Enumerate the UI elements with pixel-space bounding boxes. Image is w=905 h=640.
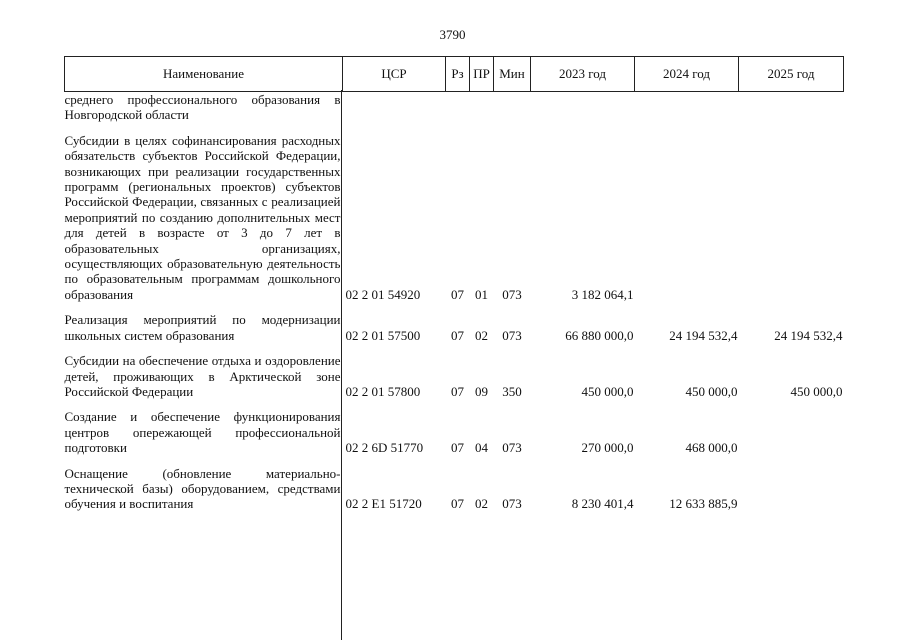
row-2023: 3 182 064,1 <box>571 286 634 302</box>
table-row <box>65 92 844 123</box>
table-row <box>65 312 844 343</box>
row-2024: 468 000,0 <box>685 440 738 456</box>
row-name: Создание и обеспечение функционирования центров опережающей профессиональной подготовки <box>64 409 341 456</box>
row-2024: 12 633 885,9 <box>669 496 738 512</box>
row-2025: 24 194 532,4 <box>774 327 843 343</box>
table-body <box>65 92 844 512</box>
row-name: Субсидии в целях софинансирования расходных обязательств субъектов Российской Федерации, возникающих при реализации государственных программ (региональных проектов) субъектов Российской Федерации, связанных с реализацией мероприятий по созданию дополнительных мест для детей в возрасте от 3 до 7 лет в образовательных организациях, осуществляющих образовательную деятельность по образовательным программам дошкольного образования <box>64 132 341 302</box>
row-min: 350 <box>502 383 522 399</box>
header-csr: ЦСР <box>343 57 446 92</box>
row-pr <box>470 92 494 123</box>
row-name: Субсидии на обеспечение отдыха и оздоровление детей, проживающих в Арктической зоне Российской Федерации <box>64 353 341 399</box>
row-gap <box>65 123 844 133</box>
row-csr: 02 2 01 54920 <box>345 286 421 302</box>
page-number: 3790 <box>439 27 466 42</box>
table-row <box>65 353 844 399</box>
row-min: 073 <box>502 327 522 343</box>
row-pr: 02 <box>475 496 488 512</box>
row-2025 <box>739 466 844 512</box>
header-row <box>65 57 844 92</box>
row-min: 073 <box>502 496 522 512</box>
row-csr: 02 2 6D 51770 <box>345 440 424 456</box>
row-min: 073 <box>502 286 522 302</box>
header-rz: Рз <box>446 57 470 92</box>
row-2025 <box>739 92 844 123</box>
header-2023: 2023 год <box>531 57 635 92</box>
row-name: Реализация мероприятий по модернизации школьных систем образования <box>64 312 341 343</box>
row-2024: 450 000,0 <box>685 383 738 399</box>
row-rz: 07 <box>451 286 464 302</box>
row-rz <box>446 92 470 123</box>
row-rz: 07 <box>451 496 464 512</box>
row-csr: 02 2 01 57800 <box>345 383 421 399</box>
row-pr: 02 <box>475 327 488 343</box>
row-2023: 450 000,0 <box>581 383 634 399</box>
header-name: Наименование <box>65 57 343 92</box>
row-2024 <box>635 133 739 302</box>
row-pr: 09 <box>475 383 488 399</box>
row-rz: 07 <box>451 383 464 399</box>
table-header <box>65 57 844 92</box>
row-pr: 04 <box>475 440 488 456</box>
row-2023 <box>531 92 635 123</box>
row-pr: 01 <box>475 286 488 302</box>
row-csr: 02 2 01 57500 <box>345 327 421 343</box>
row-2023: 8 230 401,4 <box>571 496 634 512</box>
row-gap <box>65 302 844 312</box>
row-min <box>494 92 531 123</box>
row-name: Оснащение (обновление материально-технической базы) оборудованием, средствами обучения и воспитания <box>64 465 341 512</box>
row-2025: 450 000,0 <box>790 383 843 399</box>
row-name: среднего профессионального образования в Новгородской области <box>64 92 341 123</box>
row-rz: 07 <box>451 327 464 343</box>
row-2025 <box>739 409 844 455</box>
table-row <box>65 133 844 302</box>
budget-table <box>64 56 844 512</box>
table-row <box>65 409 844 455</box>
header-2025: 2025 год <box>739 57 844 92</box>
row-2025 <box>739 133 844 302</box>
row-rz: 07 <box>451 440 464 456</box>
row-gap <box>65 343 844 353</box>
row-2024: 24 194 532,4 <box>669 327 738 343</box>
row-gap <box>65 399 844 409</box>
row-2023: 270 000,0 <box>581 440 634 456</box>
row-gap <box>65 456 844 466</box>
header-pr: ПР <box>470 57 494 92</box>
header-2024: 2024 год <box>635 57 739 92</box>
row-2023: 66 880 000,0 <box>565 327 634 343</box>
row-min: 073 <box>502 440 522 456</box>
budget-table-container <box>64 56 843 512</box>
header-min: Мин <box>494 57 531 92</box>
row-csr: 02 2 E1 51720 <box>345 496 422 512</box>
row-csr <box>343 92 446 123</box>
row-2024 <box>635 92 739 123</box>
table-row <box>65 466 844 512</box>
